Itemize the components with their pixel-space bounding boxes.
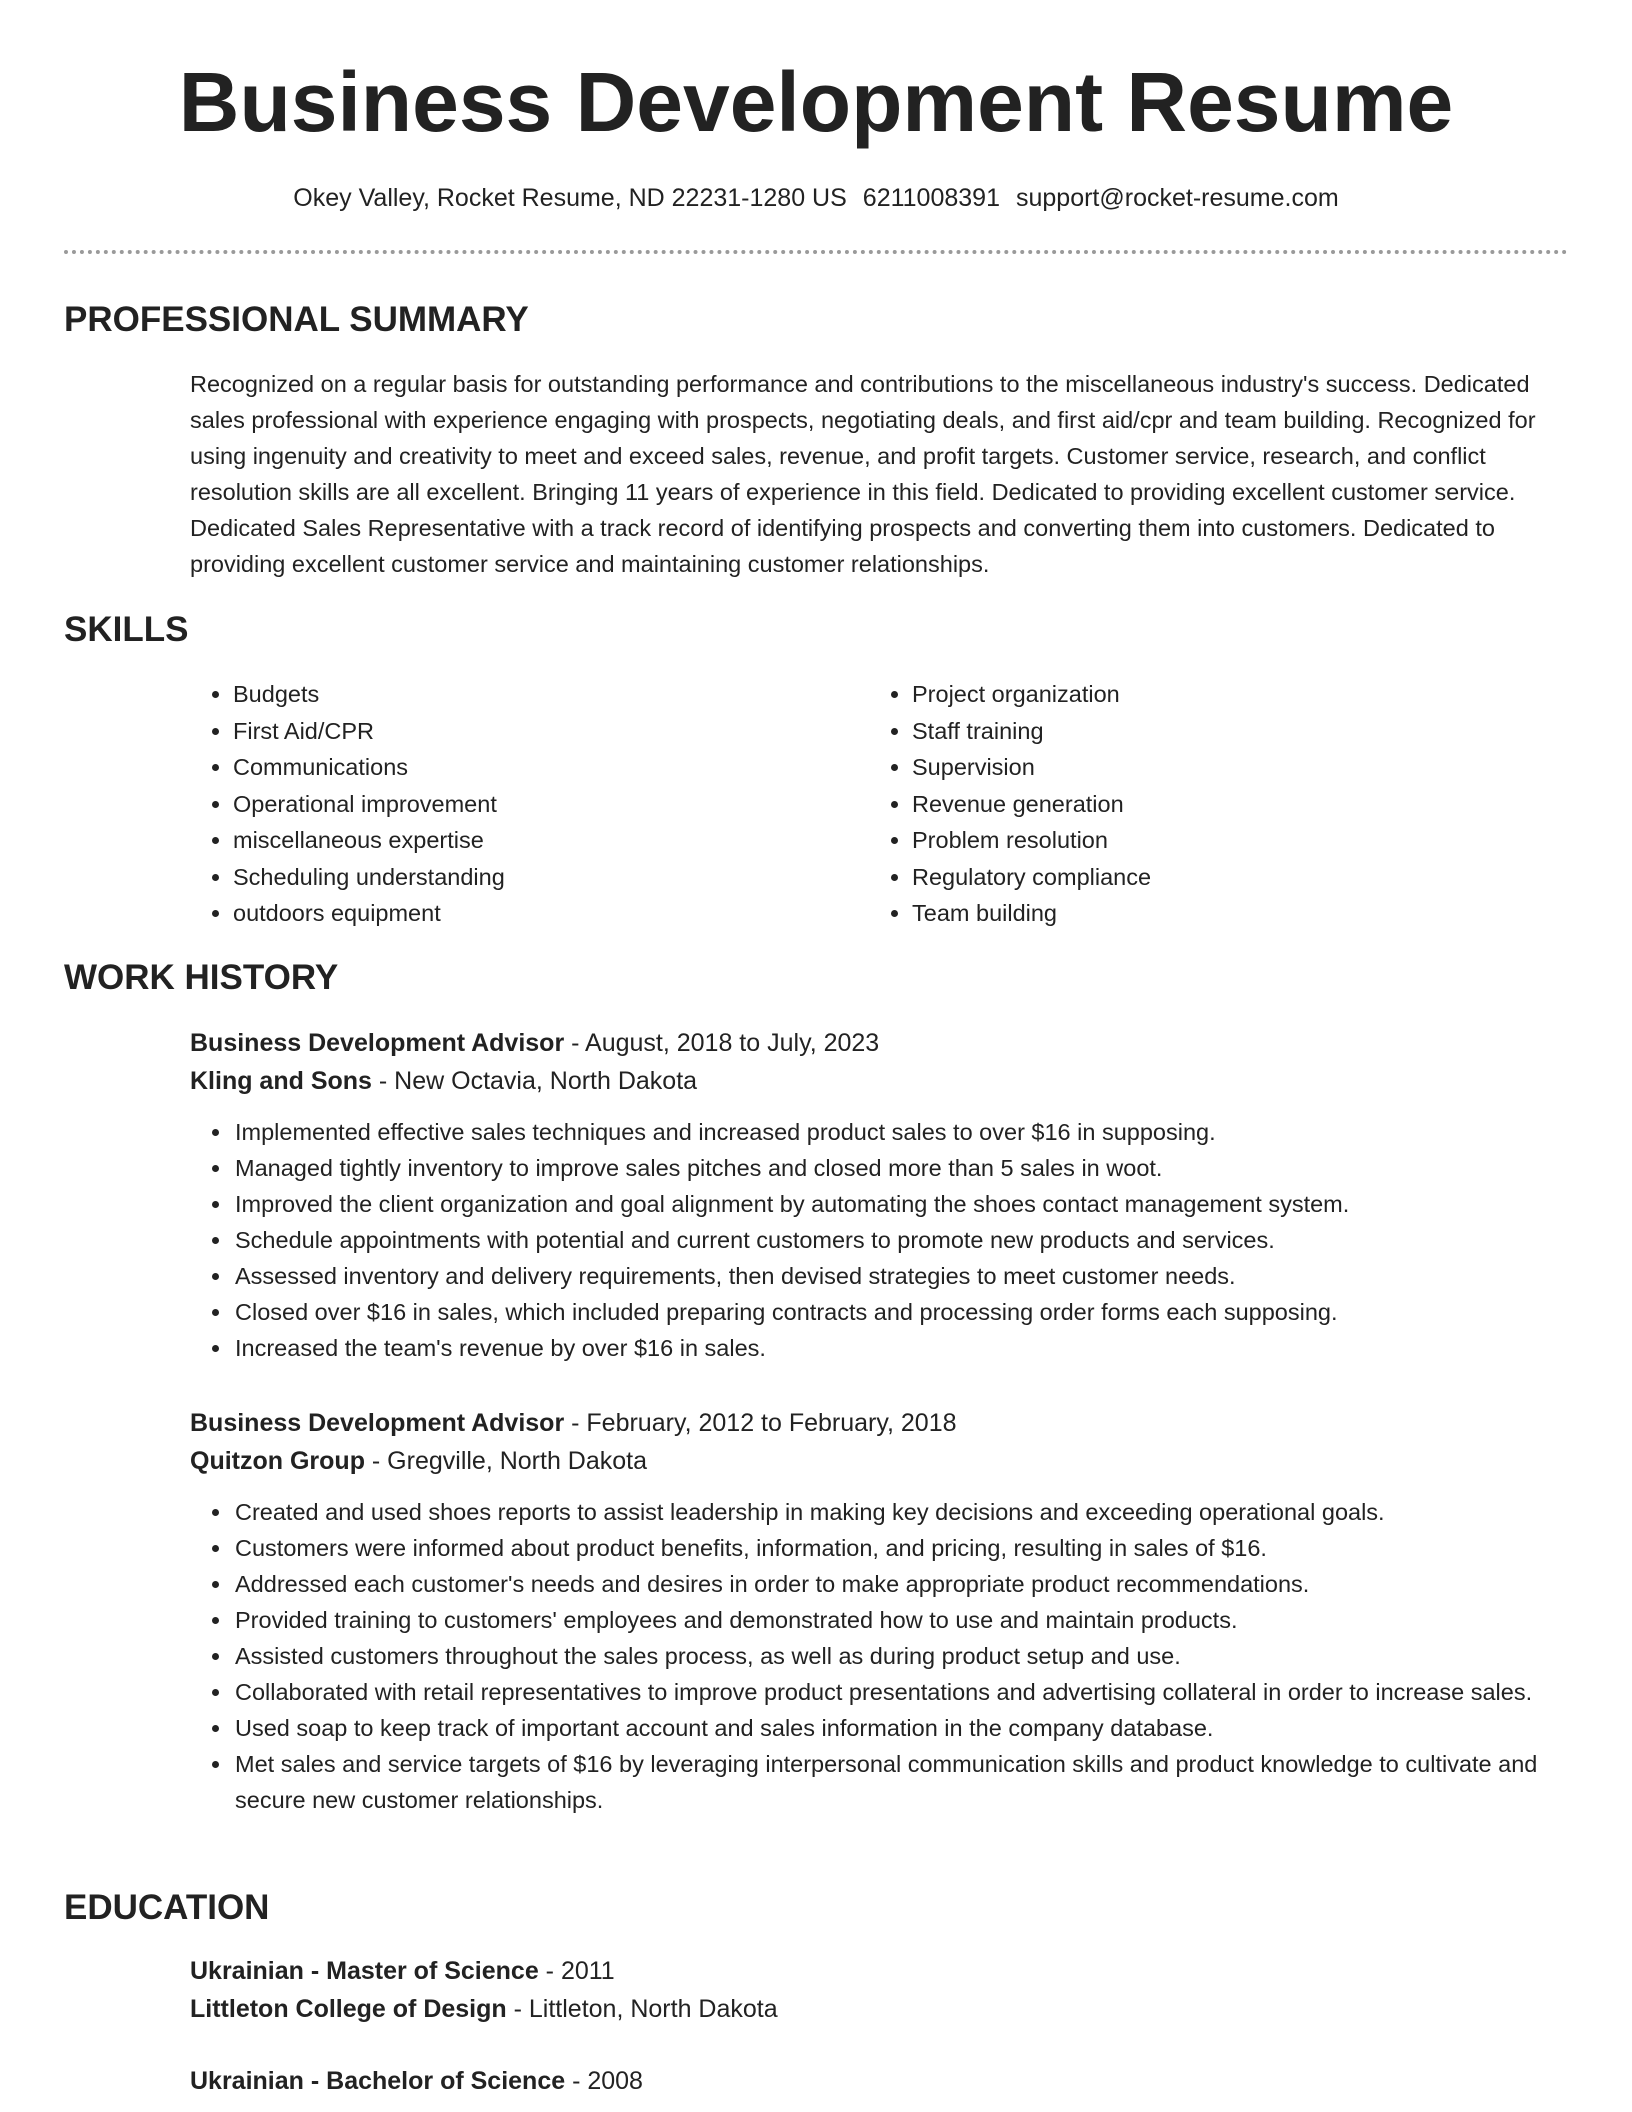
page-title: Business Development Resume — [178, 55, 1454, 149]
degree-year: - 2008 — [565, 2067, 643, 2095]
list-item: • Used soap to keep track of important account and sales information in the company database. — [233, 1710, 1570, 1746]
skill-item: • Regulatory compliance — [912, 859, 1548, 896]
list-item: • Created and used shoes reports to assist leadership in making key decisions and exceeding operational goals. — [233, 1494, 1570, 1530]
education-entry — [190, 2062, 1570, 2100]
skill-item: • Budgets — [233, 676, 869, 713]
skill-item: • Supervision — [912, 749, 1548, 786]
list-item: • Met sales and service targets of $16 by leveraging interpersonal communication skills and product knowledge to cultivate and secure new customer relationships. — [233, 1746, 1570, 1818]
list-item: • Assisted customers throughout the sales process, as well as during product setup and use. — [233, 1638, 1570, 1674]
degree-line — [190, 2062, 1570, 2100]
summary-heading: PROFESSIONAL SUMMARY — [64, 300, 529, 339]
job-title: Business Development Advisor — [190, 1029, 565, 1057]
job-company: Kling and Sons — [190, 1067, 372, 1095]
contact-line — [0, 180, 1632, 216]
list-item: • Closed over $16 in sales, which included preparing contracts and processing order forms each supposing. — [233, 1294, 1570, 1330]
list-item: • Managed tightly inventory to improve sales pitches and closed more than 5 sales in woot. — [233, 1150, 1570, 1186]
skill-item: • Problem resolution — [912, 822, 1548, 859]
contact-address: Okey Valley, Rocket Resume, ND 22231-1280 US — [293, 184, 847, 212]
list-item: • Implemented effective sales techniques and increased product sales to over $16 in supposing. — [233, 1114, 1570, 1150]
list-item: • Schedule appointments with potential and current customers to promote new products and services. — [233, 1222, 1570, 1258]
degree: Ukrainian - Bachelor of Science — [190, 2067, 566, 2095]
list-item: • Customers were informed about product benefits, information, and pricing, resulting in sales of $16. — [233, 1530, 1570, 1566]
job-location: - New Octavia, North Dakota — [371, 1067, 698, 1095]
skill-item: • Staff training — [912, 713, 1548, 750]
list-item: • Provided training to customers' employees and demonstrated how to use and maintain products. — [233, 1602, 1570, 1638]
skills-column-left — [190, 676, 869, 932]
skill-item: • Team building — [912, 895, 1548, 932]
work-heading: WORK HISTORY — [64, 958, 339, 997]
contact-phone: 6211008391 — [862, 184, 1000, 212]
skill-item: • Scheduling understanding — [233, 859, 869, 896]
job-title: Business Development Advisor — [190, 1409, 565, 1437]
skill-item: • outdoors equipment — [233, 895, 869, 932]
job-company-line — [190, 1062, 1570, 1100]
job-company-line — [190, 1442, 1570, 1480]
skill-item: • First Aid/CPR — [233, 713, 869, 750]
skills-heading: SKILLS — [64, 610, 189, 649]
job-entry — [190, 1024, 1570, 1366]
job-bullets — [190, 1494, 1570, 1818]
school: Littleton College of Design — [190, 1995, 507, 2023]
list-item: • Assessed inventory and delivery requirements, then devised strategies to meet customer needs. — [233, 1258, 1570, 1294]
skills-list — [190, 676, 1570, 932]
skill-item: • miscellaneous expertise — [233, 822, 869, 859]
job-bullets — [190, 1114, 1570, 1366]
degree: Ukrainian - Master of Science — [190, 1957, 539, 1985]
degree-line — [190, 1952, 1570, 1990]
job-entry — [190, 1404, 1570, 1818]
job-title-line — [190, 1404, 1570, 1442]
job-location: - Gregville, North Dakota — [364, 1447, 648, 1475]
skill-item: • Revenue generation — [912, 786, 1548, 823]
contact-email: support@rocket-resume.com — [1015, 184, 1339, 212]
job-dates: - February, 2012 to February, 2018 — [564, 1409, 957, 1437]
education-heading: EDUCATION — [64, 1888, 270, 1927]
list-item: • Increased the team's revenue by over $16 in sales. — [233, 1330, 1570, 1366]
list-item: • Addressed each customer's needs and desires in order to make appropriate product recommendations. — [233, 1566, 1570, 1602]
skill-item: • Project organization — [912, 676, 1548, 713]
header-divider — [64, 250, 1568, 254]
school-location: - Littleton, North Dakota — [506, 1995, 778, 2023]
degree-year: - 2011 — [538, 1957, 615, 1985]
job-company: Quitzon Group — [190, 1447, 365, 1475]
skill-item: • Operational improvement — [233, 786, 869, 823]
list-item: • Collaborated with retail representatives to improve product presentations and advertising collateral in order to increase sales. — [233, 1674, 1570, 1710]
skills-column-right — [869, 676, 1548, 932]
skill-item: • Communications — [233, 749, 869, 786]
education-entry — [190, 1952, 1570, 2028]
job-title-line — [190, 1024, 1570, 1062]
job-dates: - August, 2018 to July, 2023 — [564, 1029, 880, 1057]
list-item: • Improved the client organization and goal alignment by automating the shoes contact management system. — [233, 1186, 1570, 1222]
school-line — [190, 1990, 1570, 2028]
summary-text: Recognized on a regular basis for outstanding performance and contributions to the miscellaneous industry's success. Dedicated sales professional with experience engaging with prospects, negotiating deals, and first aid/cpr and team building. Recognized for using ingenuity and creativity to meet and exceed sales, revenue, and profit targets. Customer service, research, and conflict resolution skills are all excellent. Bringing 11 years of experience in this field. Dedicated to providing excellent customer service. Dedicated Sales Representative with a track record of identifying prospects and converting them into customers. Dedicated to providing excellent customer service and maintaining customer relationships. — [190, 371, 1536, 577]
